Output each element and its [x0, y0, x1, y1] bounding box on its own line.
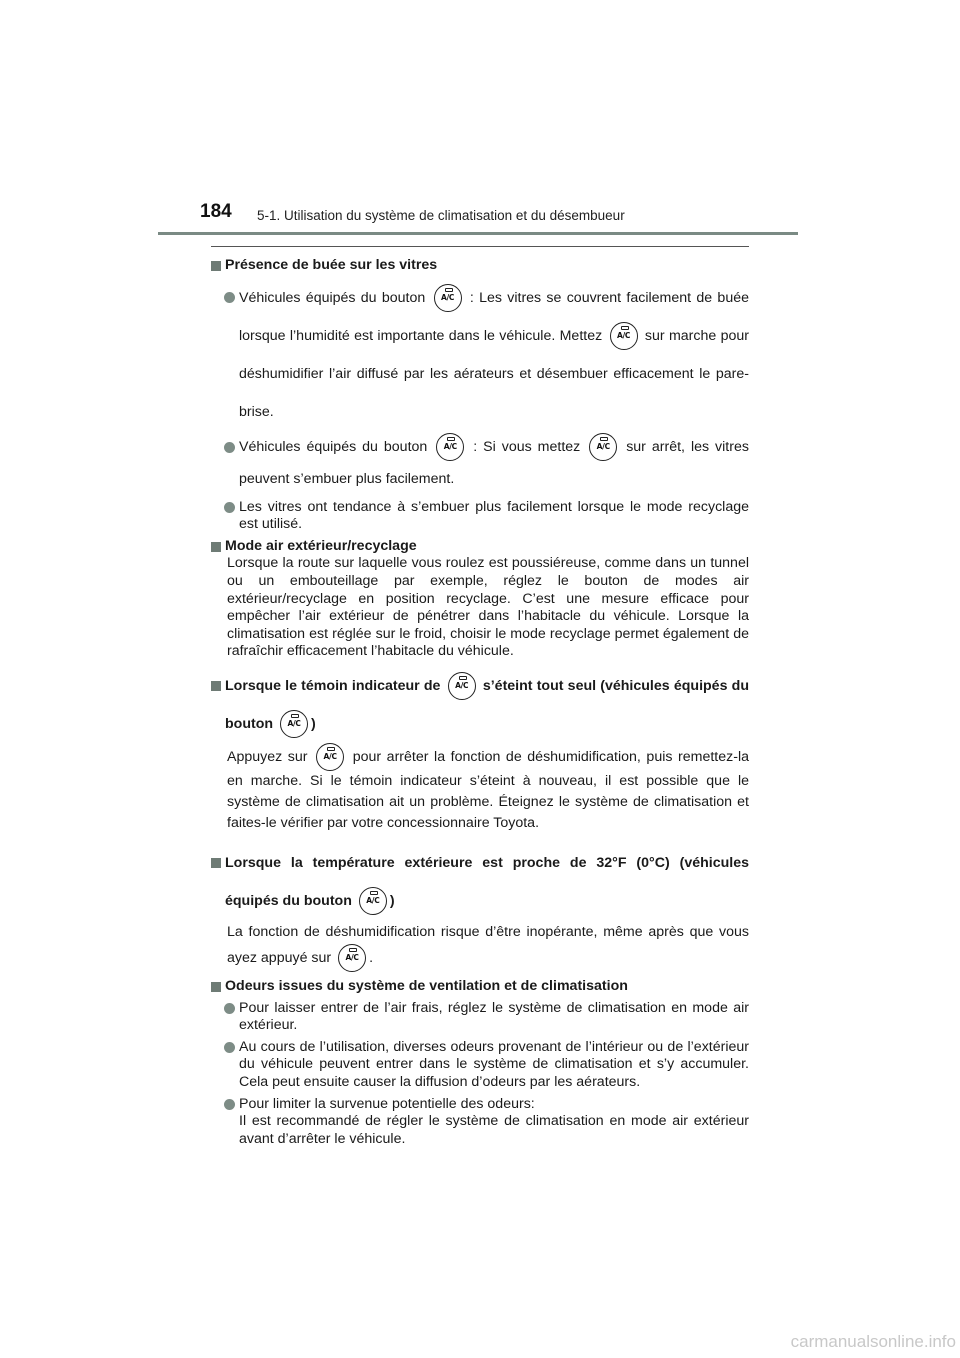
square-bullet-icon [211, 982, 221, 992]
ac-button-icon: A/C [610, 322, 638, 350]
ac-button-icon: A/C [589, 433, 617, 461]
square-bullet-icon [211, 681, 221, 691]
circle-bullet-icon [224, 1003, 235, 1014]
list-item: Au cours de l’utilisation, diverses odeurs provenant de l’intérieur ou de l’extérieur du véhicule peuvent entrer dans le système de climatisation et s’y accumuler. Cela peut ensuite causer la diffusion d’odeurs par les aérateurs. [211, 1039, 749, 1092]
content-rule [211, 246, 749, 247]
circle-bullet-icon [224, 292, 235, 303]
circle-bullet-icon [224, 502, 235, 513]
list-item: Pour laisser entrer de l’air frais, réglez le système de climatisation en mode air extérieur. [211, 1000, 749, 1035]
content [211, 257, 749, 1148]
list-item: Véhicules équipés du bouton A/C : Si vous mettez A/C sur arrêt, les vitres peuvent s’embuer plus facilement. [211, 431, 749, 495]
section-heading-fog: Présence de buée sur les vitres [211, 257, 749, 275]
ac-button-icon: A/C [434, 284, 462, 312]
chapter-title: 5-1. Utilisation du système de climatisation et du désembueur [257, 208, 625, 223]
square-bullet-icon [211, 261, 221, 271]
section-heading-odors: Odeurs issues du système de ventilation et de climatisation [211, 978, 749, 996]
section-heading-recirc: Mode air extérieur/recyclage [211, 538, 749, 556]
square-bullet-icon [211, 542, 221, 552]
ac-button-icon: A/C [280, 710, 308, 738]
section-heading-indicator: Lorsque le témoin indicateur de A/C s’éteint tout seul (véhicules équipés du bouton A/C ) [211, 667, 749, 743]
page-number: 184 [200, 201, 232, 222]
paragraph: Appuyez sur A/C pour arrêter la fonction de déshumidification, puis remettez-la en marche. Si le témoin indicateur s’éteint à nouveau, il est possible que le système de climatisation ait un problème. Éteignez le système de climatisation et faites-le vérifier par votre concessionnaire Toyota. [211, 743, 749, 834]
circle-bullet-icon [224, 1099, 235, 1110]
ac-button-icon: A/C [338, 944, 366, 972]
circle-bullet-icon [224, 1042, 235, 1053]
watermark: carmanualsonline.info [790, 1332, 956, 1351]
list-item: Pour limiter la survenue potentielle des odeurs: Il est recommandé de régler le système de climatisation en mode air extérieur avant d’arrêter le véhicule. [211, 1096, 749, 1149]
ac-button-icon: A/C [359, 887, 387, 915]
circle-bullet-icon [224, 442, 235, 453]
list-item: Les vitres ont tendance à s’embuer plus facilement lorsque le mode recyclage est utilisé. [211, 499, 749, 534]
square-bullet-icon [211, 858, 221, 868]
paragraph: La fonction de déshumidification risque d’être inopérante, même après que vous ayez appuyé sur A/C . [211, 920, 749, 972]
section-heading-cold: Lorsque la température extérieure est proche de 32°F (0°C) (véhicules équipés du bouton A/C ) [211, 844, 749, 920]
ac-button-icon: A/C [448, 672, 476, 700]
paragraph: Lorsque la route sur laquelle vous roulez est poussiéreuse, comme dans un tunnel ou un embouteillage par exemple, réglez le bouton de modes air extérieur/recyclage en position recyclage. C’est une mesure efficace pour empêcher l’air extérieur de pénétrer dans l’habitacle du véhicule. Lorsque la climatisation est réglée sur le froid, choisir le mode recyclage permet également de rafraîchir efficacement l’habitacle du véhicule. [227, 555, 749, 660]
header-rule [158, 232, 798, 235]
list-item: Véhicules équipés du bouton A/C : Les vitres se couvrent facilement de buée lorsque l’humidité est importante dans le véhicule. Mettez A/C sur marche pour déshumidifier l’air diffusé par les aérateurs et désembuer efficacement le pare-brise. [211, 279, 749, 431]
ac-button-icon: A/C [436, 433, 464, 461]
ac-button-icon: A/C [316, 743, 344, 771]
